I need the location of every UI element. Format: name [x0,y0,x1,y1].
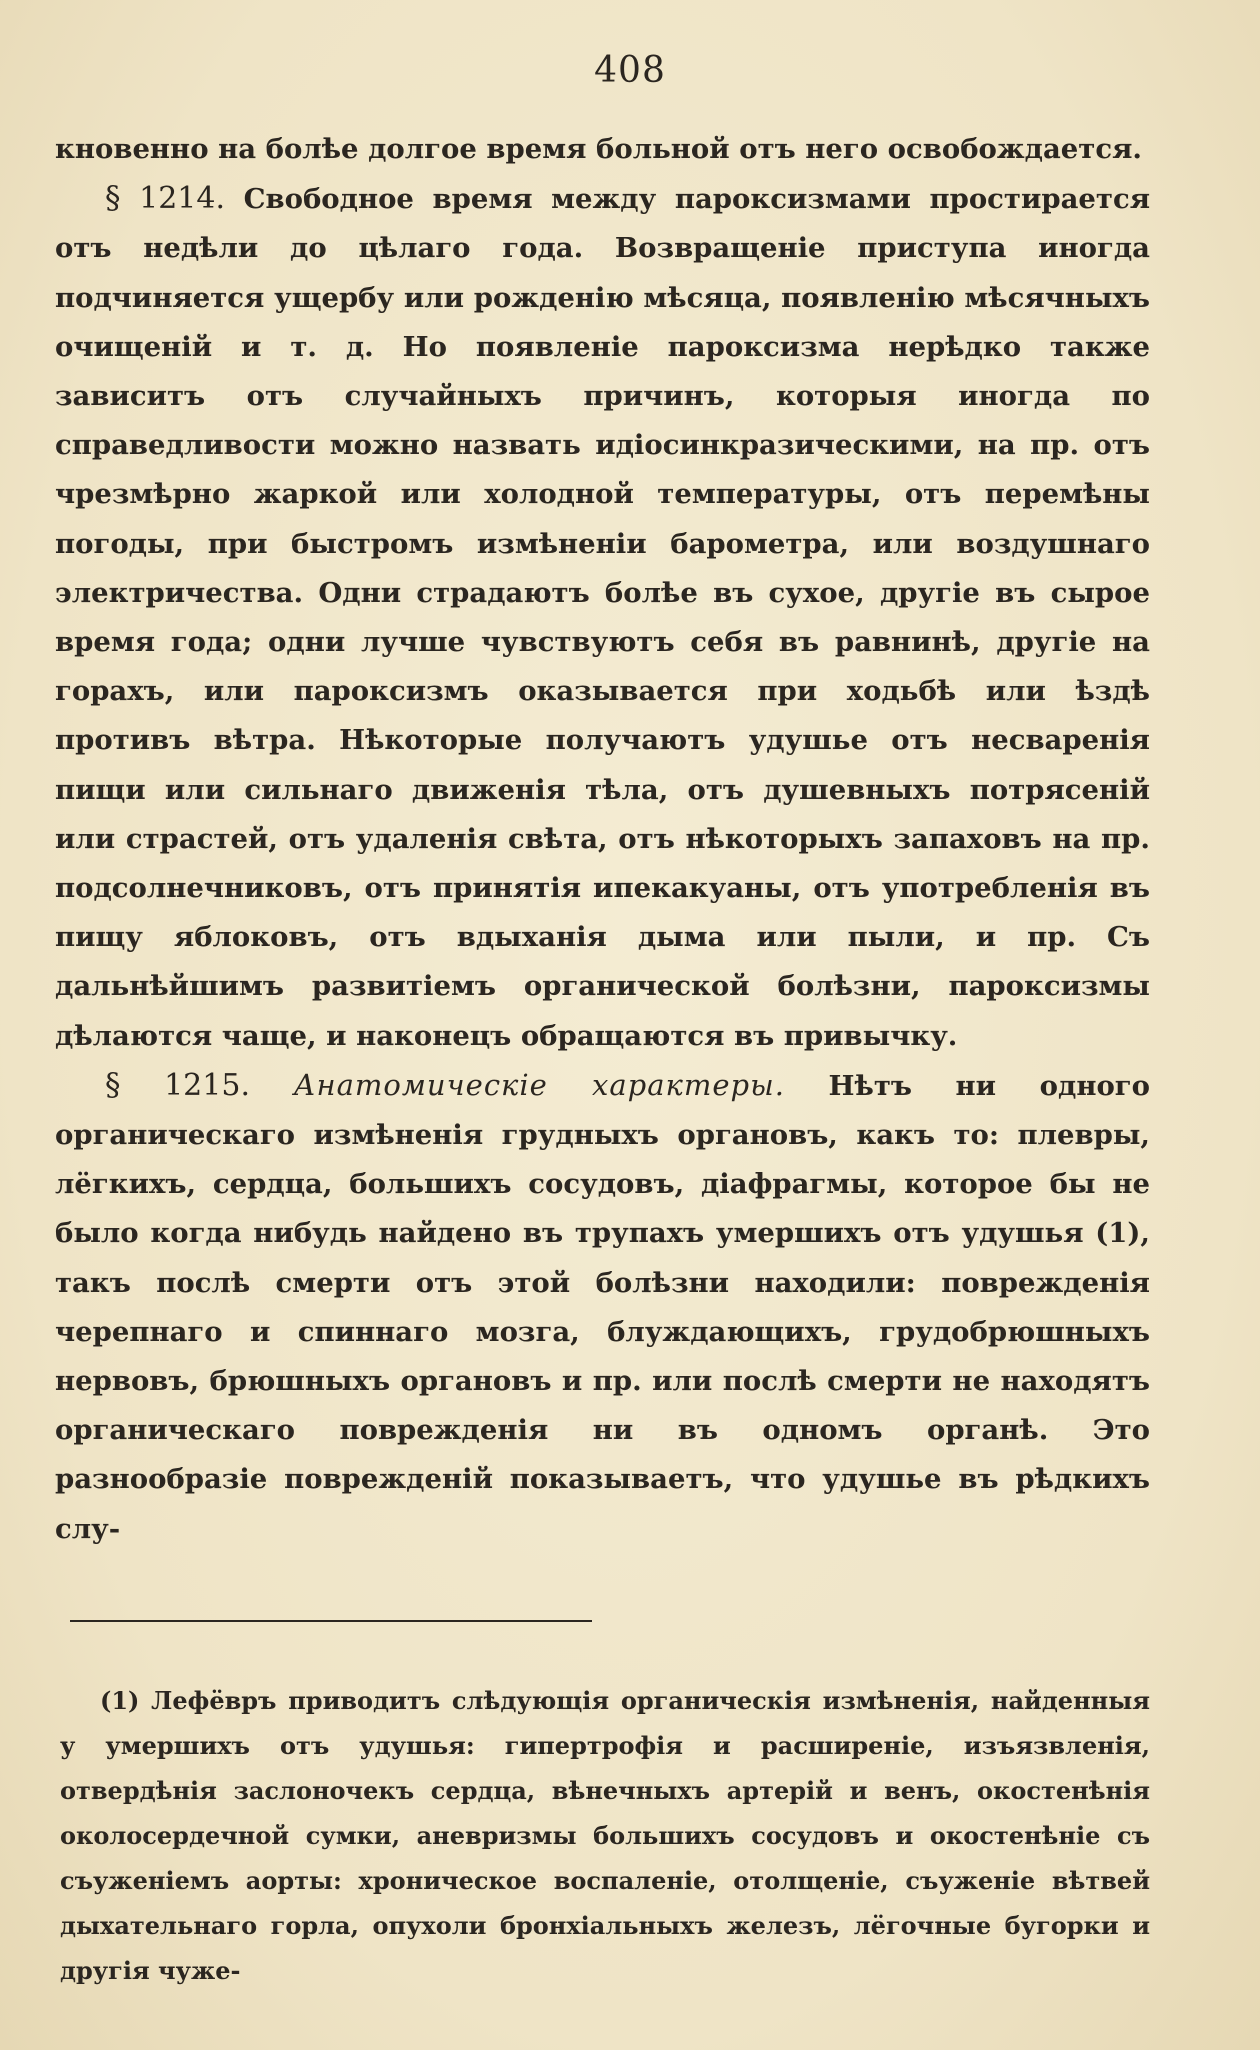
section-number: 1215. [164,1067,250,1103]
section-number: 1214. [139,181,225,217]
section-1214-paragraph [55,174,1150,1061]
page-number: 408 [594,50,666,91]
intro-paragraph: кновенно на болѣе долгое время больной отъ него освобождается. [55,133,1142,165]
section-title: Анатомическіе характеры. [293,1067,785,1102]
section-mark: § [105,180,121,217]
section-text: Нѣтъ ни одного органическаго измѣненія грудныхъ органовъ, какъ то: плевры, лёгкихъ, сердца, большихъ сосудовъ, діафрагмы, которое бы не было когда нибудь найдено въ трупахъ умершихъ отъ удушья (1), такъ послѣ смерти отъ этой болѣзни находили: поврежденія черепнаго и спиннаго мозга, блуждающихъ, грудобрюшныхъ нервовъ, брюшныхъ органовъ и пр. или послѣ смерти не находятъ органическаго поврежденія ни въ одномъ органѣ. Это разнообразіе поврежденій показываетъ, что удушье въ рѣдкихъ слу- [55,1069,1150,1545]
section-text: Свободное время между пароксизмами простирается отъ недѣли до цѣлаго года. Возвращеніе приступа иногда подчиняется ущербу или рожденію мѣсяца, появленію мѣсячныхъ очищеній и т. д. Но появленіе пароксизма нерѣдко также зависитъ отъ случайныхъ причинъ, которыя иногда по справедливости можно назвать идіосинкразическими, на пр. отъ чрезмѣрно жаркой или холодной температуры, отъ перемѣны погоды, при быстромъ измѣненіи барометра, или воздушнаго электричества. Одни страдаютъ болѣе въ сухое, другіе въ сырое время года; одни лучше чувствуютъ себя въ равнинѣ, другіе на горахъ, или пароксизмъ оказывается при ходьбѣ или ѣздѣ противъ вѣтра. Нѣкоторые получаютъ удушье отъ несваренія пищи или сильнаго движенія тѣла, отъ душевныхъ потрясеній или страстей, отъ удаленія свѣта, отъ нѣкоторыхъ запаховъ на пр. подсолнечниковъ, отъ принятія ипекакуаны, отъ употребленія въ пищу яблоковъ, отъ вдыханія дыма или пыли, и пр. Съ дальнѣйшимъ развитіемъ органической болѣзни, пароксизмы дѣлаются чаще, и наконецъ обращаются въ привычку. [55,183,1151,1052]
section-mark: § [105,1066,121,1103]
footnote: (1) Лефёвръ приводитъ слѣдующія органическія измѣненія, найденныя у умершихъ отъ удушья: гипертрофія и расширеніе, изъязвленія, отвердѣнія заслоночекъ сердца, вѣнечныхъ артерій и венъ, окостенѣнія околосердечной сумки, аневризмы большихъ сосудовъ и окостенѣніе съ съуженіемъ аорты: хроническое воспаленіе, отолщеніе, съуженіе вѣтвей дыхательнаго горла, опухоли бронхіальныхъ железъ, лёгочные бугорки и другія чуже- [60,1686,1150,1985]
main-text [55,125,1150,1554]
footnote-divider [70,1620,592,1622]
section-1215-paragraph [55,1061,1150,1554]
